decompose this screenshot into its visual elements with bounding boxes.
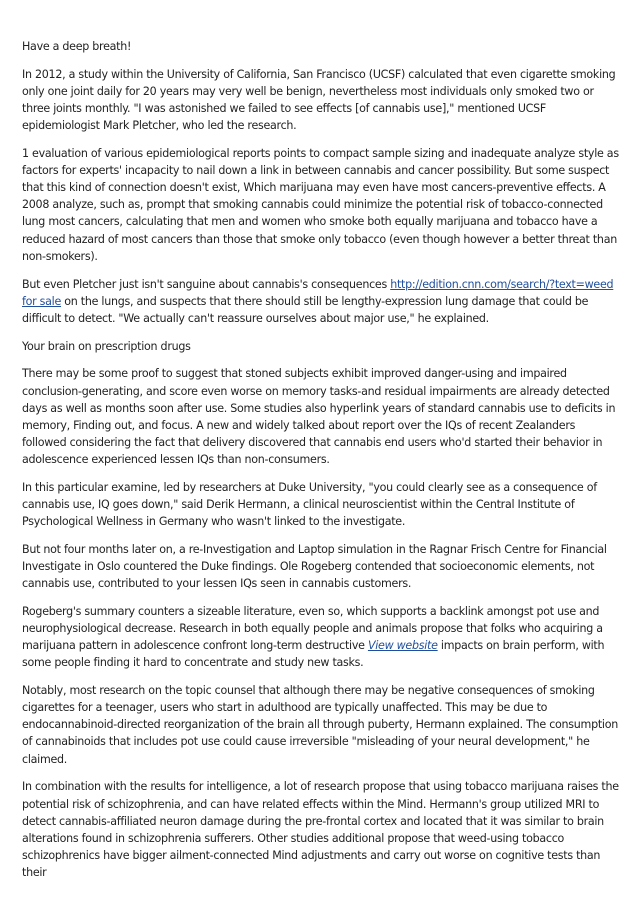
paragraph-text: But even Pletcher just isn't sanguine about cannabis's consequences: [22, 277, 391, 291]
paragraph-text: In combination with the results for intelligence, a lot of research propose that using tobacco marijuana raises the potential risk of schizophrenia, and can have related effects within the Mind. Hermann's group utilized MRI to detect cannabis-affiliated neuron damage during the pre-frontal cortex and located that it was similar to brain alterations found in schizophrenia sufferers. Other studies additional propose that weed-using tobacco schizophrenics have bigger ailment-connected Mind adjustments and carry out worse on cognitive tests than their: [22, 780, 619, 879]
paragraph-text: 1 evaluation of various epidemiological reports points to compact sample sizing and inadequate analyze style as factors for experts' incapacity to nail down a link in between cannabis and cancer possibility. But some suspect that this kind of connection doesn't exist, Which marijuana may even have most cancers-preventive effects. A 2008 analyze, such as, prompt that smoking cannabis could minimize the potential risk of tobacco-connected lung most cancers, calculating that men and women who smoke both equally marijuana and tobacco have a reduced hazard of most cancers than those that smoke only tobacco (even though however a better threat than non-smokers).: [22, 147, 619, 263]
paragraph: [22, 365, 620, 468]
paragraph-text: Rogeberg's summary counters a sizeable literature, even so, which supports a backlink amongst pot use and neurophysiological decrease. Research in both equally people and animals propose that folks who acquiring a marijuana pattern in adolescence confront long-term destructive: [22, 605, 603, 653]
paragraph-text: There may be some proof to suggest that stoned subjects exhibit improved danger-using and impaired conclusion-generating, and score even worse on memory tasks-and residual impairments are already detected days as well as months soon after use. Some studies also hyperlink years of standard cannabis use to deficits in memory, Finding out, and focus. A new and widely talked about report over the IQs of recent Zealanders followed considering the fact that delivery discovered that cannabis end users who'd started their behavior in adolescence experienced lessen IQs than non-consumers.: [22, 367, 616, 466]
paragraph-text: impacts on brain perform, with some people finding it hard to concentrate and study new tasks.: [22, 639, 605, 670]
paragraph-text: Notably, most research on the topic counsel that although there may be negative consequences of smoking cigarettes for a teenager, users who start in adulthood are typically unaffected. This may be due to endocannabinoid-directed reorganization of the brain all through puberty, Hermann explained. The consumption of cannabinoids that includes pot use could cause irreversible "misleading of your neural development," he claimed.: [22, 684, 618, 766]
paragraph-text: on the lungs, and suspects that there should still be lengthy-expression lung damage that could be difficult to detect. "We actually can't reassure ourselves about major use," he explained.: [22, 294, 589, 325]
paragraph: [22, 276, 620, 327]
paragraph-text: Have a deep breath!: [22, 40, 132, 53]
paragraph: [22, 541, 620, 592]
paragraph: [22, 603, 620, 671]
paragraph: [22, 338, 620, 355]
paragraph: [22, 682, 620, 767]
inline-link[interactable]: http://edition.cnn.com/search/?text=weed for sale: [22, 277, 614, 308]
paragraph: [22, 479, 620, 530]
document-body: [22, 38, 620, 892]
paragraph: [22, 778, 620, 881]
paragraph-text: Your brain on prescription drugs: [22, 339, 191, 353]
paragraph: [22, 145, 620, 265]
paragraph: [22, 38, 620, 55]
inline-link[interactable]: View website: [367, 639, 438, 653]
paragraph-text: In this particular examine, led by researchers at Duke University, "you could clearly see as a consequence of cannabis use, IQ goes down," said Derik Hermann, a clinical neuroscientist within the Central Institute of Psychological Wellness in Germany who wasn't linked to the investigate.: [22, 480, 597, 529]
paragraph-text: In 2012, a study within the University of California, San Francisco (UCSF) calculated that even cigarette smoking only one joint daily for 20 years may very well be benign, nevertheless most individuals only smoked two or three joints monthly. "I was astonished we failed to see effects [of cannabis use]," mentioned UCSF epidemiologist Mark Pletcher, who led the research.: [22, 67, 616, 133]
paragraph: [22, 66, 620, 134]
paragraph-text: But not four months later on, a re-Investigation and Laptop simulation in the Ragnar Frisch Centre for Financial Investigate in Oslo countered the Duke findings. Ole Rogeberg contended that socioeconomic elements, not cannabis use, contributed to your lessen IQs seen in cannabis customers.: [22, 542, 607, 591]
